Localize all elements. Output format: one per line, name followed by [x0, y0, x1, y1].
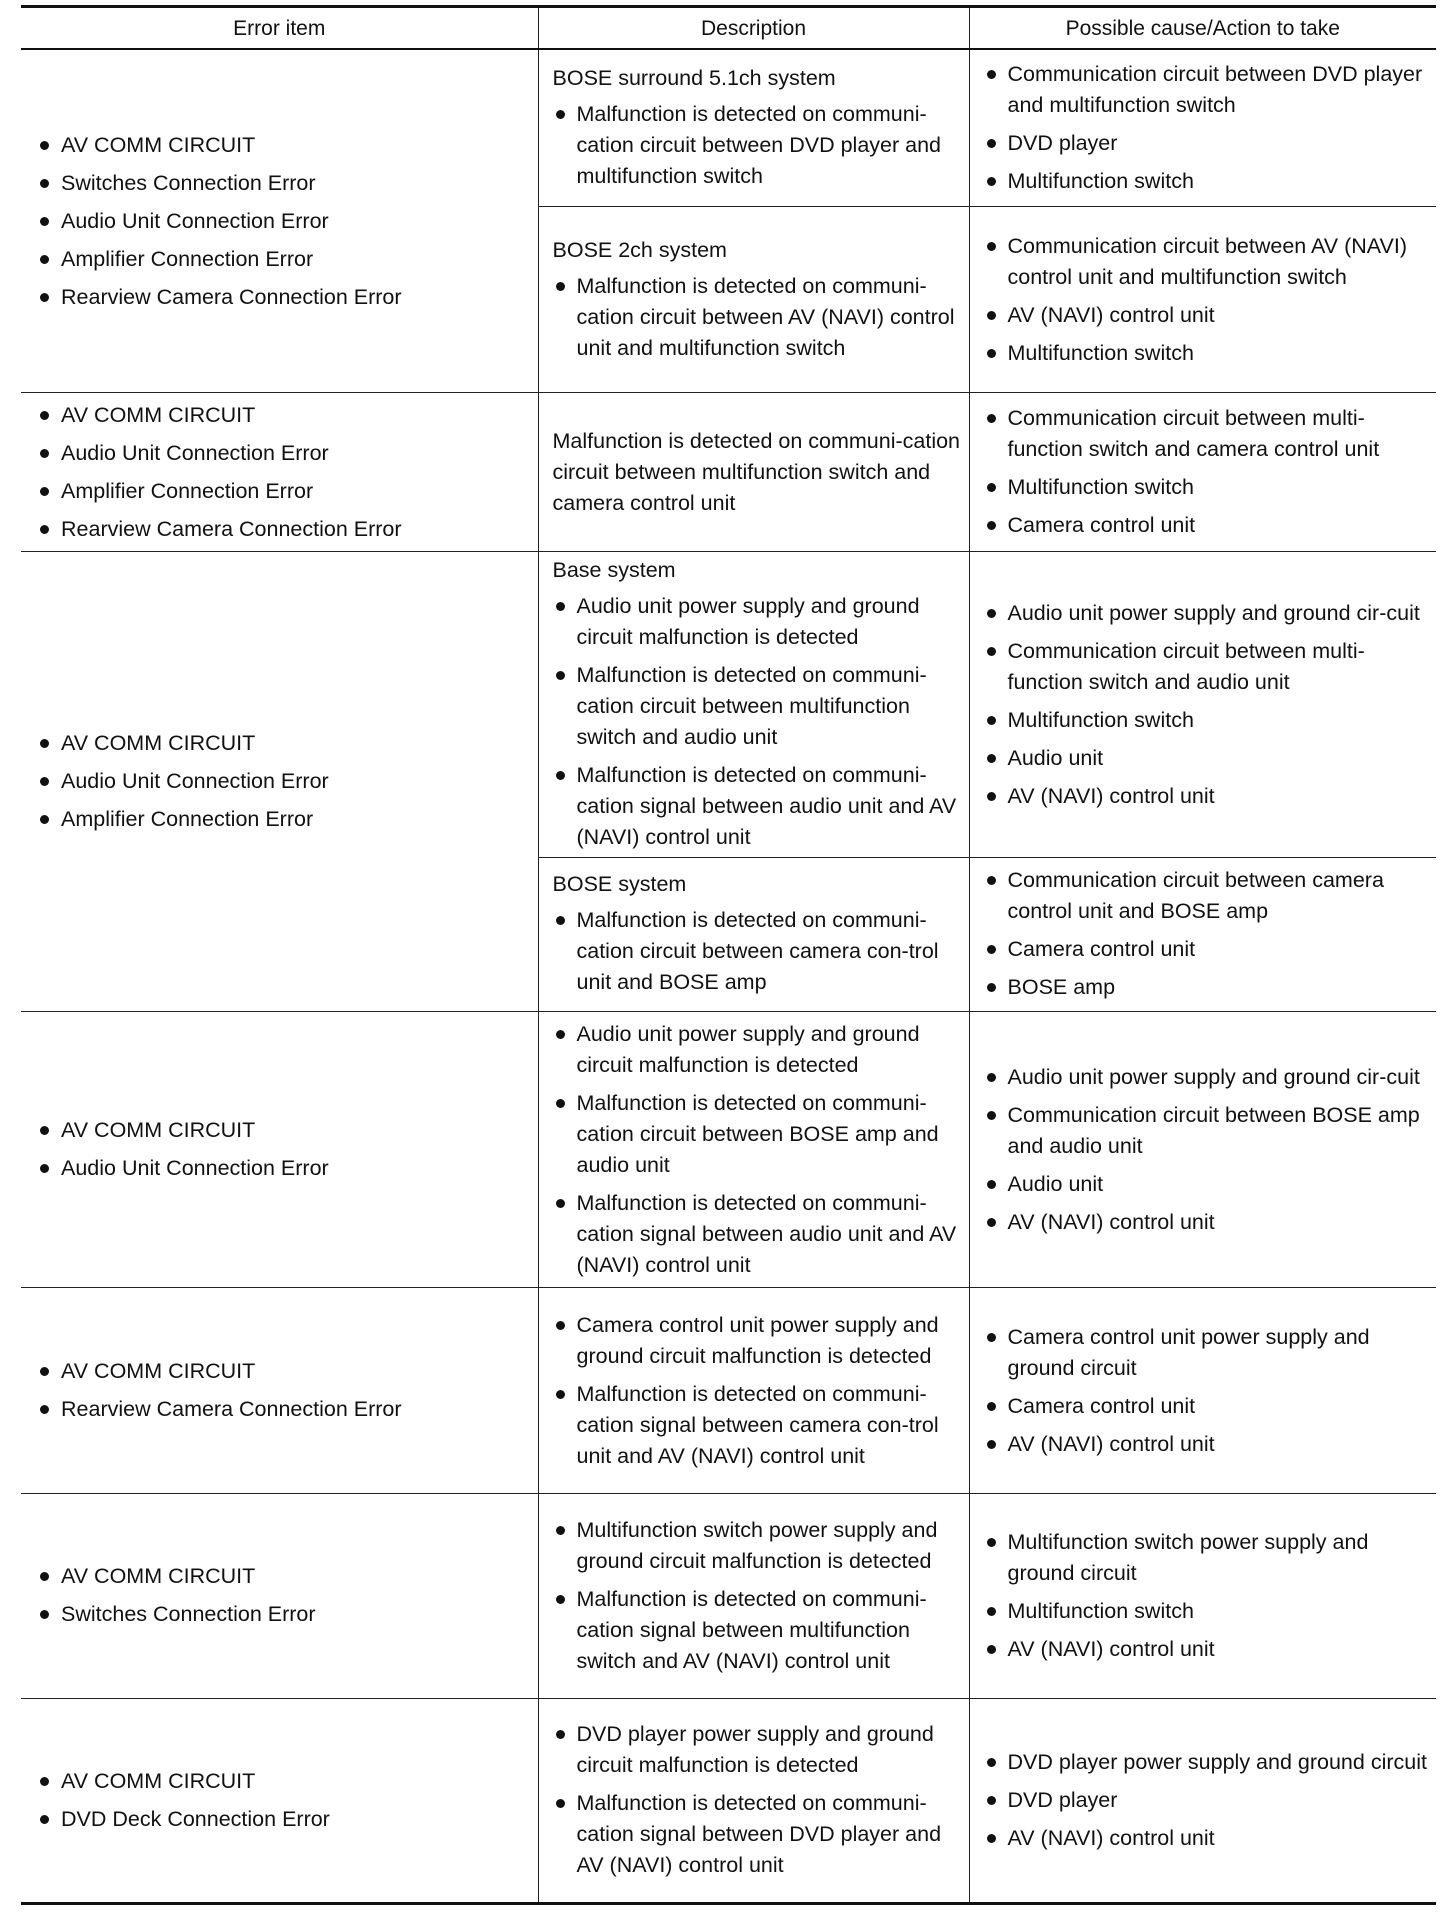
- cause-item: AV (NAVI) control unit: [984, 1429, 1429, 1460]
- cause-item: Multifunction switch: [984, 705, 1429, 736]
- cause-item-list: [984, 403, 1429, 541]
- cause-item-list: [984, 1527, 1429, 1665]
- description-item: Malfunction is detected on communi-cation circuit between camera con-trol unit and BOSE amp: [553, 905, 963, 998]
- table-row: [21, 49, 1436, 207]
- error-item: Amplifier Connection Error: [37, 244, 538, 275]
- description-cell: [538, 1493, 969, 1698]
- error-item-list: [37, 400, 538, 545]
- error-table-container: [21, 5, 1436, 1905]
- table-row: [21, 1493, 1436, 1698]
- header-row: [21, 7, 1436, 50]
- error-item-list: [37, 130, 538, 313]
- cause-cell: [969, 1011, 1436, 1288]
- description-cell: [538, 1698, 969, 1903]
- error-item: AV COMM CIRCUIT: [37, 130, 538, 161]
- description-item: Malfunction is detected on communi-cation signal between DVD player and AV (NAVI) control unit: [553, 1788, 963, 1881]
- error-item: DVD Deck Connection Error: [37, 1804, 538, 1835]
- table-row: [21, 552, 1436, 858]
- cause-item: Camera control unit: [984, 934, 1429, 965]
- error-item-cell: [21, 1288, 538, 1493]
- description-cell: [538, 207, 969, 393]
- description-cell: [538, 858, 969, 1012]
- cause-item: AV (NAVI) control unit: [984, 1634, 1429, 1665]
- cause-item: Communication circuit between multi-function switch and audio unit: [984, 636, 1429, 698]
- header-description: Description: [538, 7, 969, 50]
- description-item-list: [553, 1515, 963, 1677]
- error-item: AV COMM CIRCUIT: [37, 1561, 538, 1592]
- cause-item: Audio unit: [984, 1169, 1429, 1200]
- error-item: Audio Unit Connection Error: [37, 438, 538, 469]
- error-table: [21, 5, 1436, 1905]
- cause-item: Communication circuit between multi-function switch and camera control unit: [984, 403, 1429, 465]
- description-item: Malfunction is detected on communi-cation signal between multifunction switch and AV (NAVI) control unit: [553, 1584, 963, 1677]
- error-item: Rearview Camera Connection Error: [37, 1394, 538, 1425]
- cause-item: AV (NAVI) control unit: [984, 300, 1429, 331]
- description-cell: [538, 552, 969, 858]
- cause-cell: [969, 207, 1436, 393]
- description-cell: [538, 49, 969, 207]
- error-item-cell: [21, 552, 538, 1012]
- description-item-list: [553, 271, 963, 364]
- description-item-list: [553, 99, 963, 192]
- error-item-list: [37, 1766, 538, 1835]
- cause-item-list: [984, 59, 1429, 197]
- error-item-list: [37, 1115, 538, 1184]
- cause-item: Audio unit: [984, 743, 1429, 774]
- table-row: [21, 1698, 1436, 1903]
- description-heading: BOSE 2ch system: [552, 237, 727, 262]
- error-item-cell: [21, 1011, 538, 1288]
- description-item-list: [553, 1310, 963, 1472]
- description-text: Malfunction is detected on communi-cation circuit between multifunction switch and camera control unit: [552, 428, 961, 515]
- error-item: Rearview Camera Connection Error: [37, 514, 538, 545]
- cause-item: Communication circuit between camera control unit and BOSE amp: [984, 865, 1429, 927]
- error-item: AV COMM CIRCUIT: [37, 728, 538, 759]
- cause-item: AV (NAVI) control unit: [984, 1823, 1429, 1854]
- error-item: Amplifier Connection Error: [37, 476, 538, 507]
- cause-item: Audio unit power supply and ground cir-cuit: [984, 1062, 1429, 1093]
- table-row: [21, 1011, 1436, 1288]
- table-row: [21, 393, 1436, 552]
- description-heading: BOSE surround 5.1ch system: [552, 66, 836, 91]
- cause-item: Communication circuit between AV (NAVI) control unit and multifunction switch: [984, 231, 1429, 293]
- cause-cell: [969, 1493, 1436, 1698]
- cause-item: Multifunction switch: [984, 338, 1429, 369]
- error-item: Audio Unit Connection Error: [37, 1153, 538, 1184]
- description-item: Malfunction is detected on communi-cation circuit between DVD player and multifunction switch: [553, 99, 963, 192]
- description-cell: [538, 393, 969, 552]
- cause-cell: [969, 1698, 1436, 1903]
- error-item: AV COMM CIRCUIT: [37, 1766, 538, 1797]
- cause-item: Camera control unit power supply and ground circuit: [984, 1322, 1429, 1384]
- error-item: Rearview Camera Connection Error: [37, 282, 538, 313]
- error-item: AV COMM CIRCUIT: [37, 400, 538, 431]
- description-cell: [538, 1288, 969, 1493]
- error-item: Switches Connection Error: [37, 168, 538, 199]
- error-item-cell: [21, 393, 538, 552]
- cause-item: Multifunction switch: [984, 472, 1429, 503]
- cause-cell: [969, 858, 1436, 1012]
- cause-item: Multifunction switch: [984, 166, 1429, 197]
- cause-cell: [969, 552, 1436, 858]
- description-item: Camera control unit power supply and ground circuit malfunction is detected: [553, 1310, 963, 1372]
- error-item: Audio Unit Connection Error: [37, 206, 538, 237]
- description-item-list: [553, 1019, 963, 1281]
- description-item: Multifunction switch power supply and ground circuit malfunction is detected: [553, 1515, 963, 1577]
- cause-item: AV (NAVI) control unit: [984, 781, 1429, 812]
- error-item: Switches Connection Error: [37, 1599, 538, 1630]
- cause-item-list: [984, 1322, 1429, 1460]
- description-item: Audio unit power supply and ground circuit malfunction is detected: [553, 591, 963, 653]
- cause-item: Camera control unit: [984, 1391, 1429, 1422]
- error-item-list: [37, 728, 538, 835]
- cause-item: DVD player: [984, 1785, 1429, 1816]
- error-item: Amplifier Connection Error: [37, 804, 538, 835]
- error-item: AV COMM CIRCUIT: [37, 1356, 538, 1387]
- error-item-list: [37, 1561, 538, 1630]
- description-item: Malfunction is detected on communi-cation signal between audio unit and AV (NAVI) control unit: [553, 1188, 963, 1281]
- description-heading: Base system: [552, 558, 676, 583]
- description-cell: [538, 1011, 969, 1288]
- description-item-list: [553, 591, 963, 853]
- cause-item: AV (NAVI) control unit: [984, 1207, 1429, 1238]
- cause-item-list: [984, 1062, 1429, 1238]
- description-item: Malfunction is detected on communi-cation circuit between multifunction switch and audio unit: [553, 660, 963, 753]
- error-item: Audio Unit Connection Error: [37, 766, 538, 797]
- cause-item-list: [984, 1747, 1429, 1854]
- error-item-cell: [21, 1698, 538, 1903]
- description-item-list: [553, 905, 963, 998]
- cause-item: DVD player: [984, 128, 1429, 159]
- description-item-list: [553, 1719, 963, 1881]
- header-possible-cause: Possible cause/Action to take: [969, 7, 1436, 50]
- cause-item-list: [984, 865, 1429, 1003]
- cause-item: BOSE amp: [984, 972, 1429, 1003]
- description-item: DVD player power supply and ground circuit malfunction is detected: [553, 1719, 963, 1781]
- cause-item: DVD player power supply and ground circuit: [984, 1747, 1429, 1778]
- description-item: Malfunction is detected on communi-cation circuit between AV (NAVI) control unit and multifunction switch: [553, 271, 963, 364]
- description-item: Malfunction is detected on communi-cation circuit between BOSE amp and audio unit: [553, 1088, 963, 1181]
- description-item: Malfunction is detected on communi-cation signal between camera con-trol unit and AV (NAVI) control unit: [553, 1379, 963, 1472]
- cause-item: Camera control unit: [984, 510, 1429, 541]
- cause-item-list: [984, 231, 1429, 369]
- cause-item: Communication circuit between BOSE amp and audio unit: [984, 1100, 1429, 1162]
- cause-item: Multifunction switch: [984, 1596, 1429, 1627]
- description-heading: BOSE system: [552, 872, 687, 897]
- cause-item-list: [984, 598, 1429, 812]
- error-item-cell: [21, 1493, 538, 1698]
- header-error-item: Error item: [21, 7, 538, 50]
- description-item: Malfunction is detected on communi-cation signal between audio unit and AV (NAVI) control unit: [553, 760, 963, 853]
- cause-item: Multifunction switch power supply and ground circuit: [984, 1527, 1429, 1589]
- table-row: [21, 1288, 1436, 1493]
- cause-cell: [969, 1288, 1436, 1493]
- cause-item: Communication circuit between DVD player and multifunction switch: [984, 59, 1429, 121]
- error-item-list: [37, 1356, 538, 1425]
- cause-item: Audio unit power supply and ground cir-cuit: [984, 598, 1429, 629]
- cause-cell: [969, 393, 1436, 552]
- error-item: AV COMM CIRCUIT: [37, 1115, 538, 1146]
- error-item-cell: [21, 49, 538, 393]
- description-item: Audio unit power supply and ground circuit malfunction is detected: [553, 1019, 963, 1081]
- cause-cell: [969, 49, 1436, 207]
